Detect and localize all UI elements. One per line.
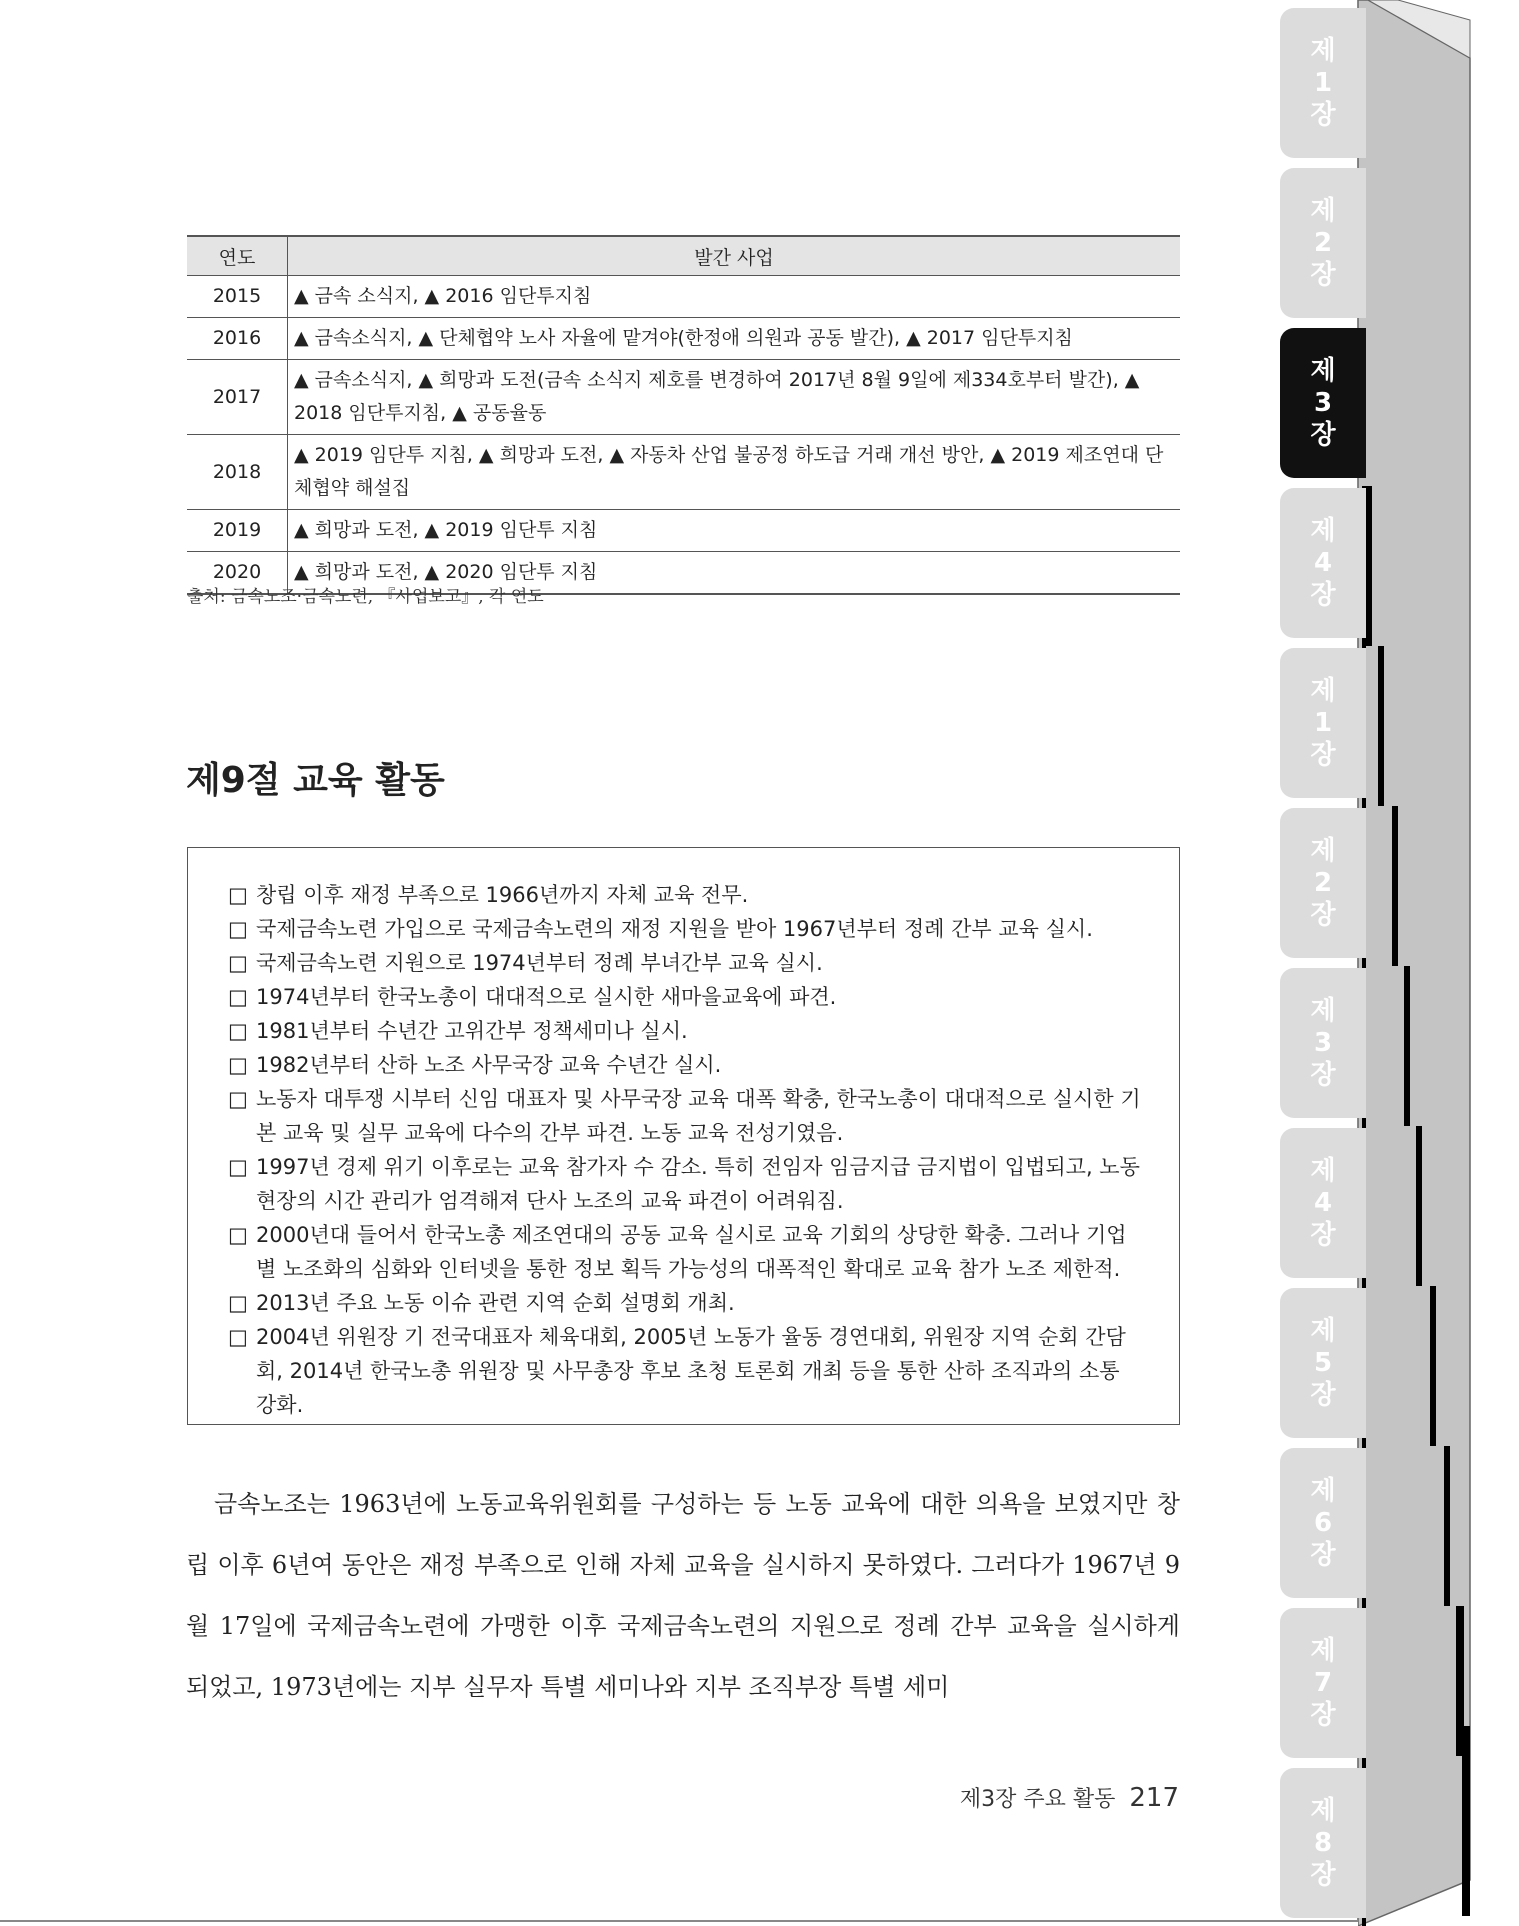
chapter-tab-label: 제 — [1310, 1796, 1336, 1826]
chapter-tab-label: 제 — [1310, 36, 1336, 66]
chapter-tab[interactable] — [1280, 488, 1366, 638]
chapter-tab-label: 1 — [1313, 708, 1333, 738]
publication-table — [187, 235, 1180, 595]
content-cell: ▲ 희망과 도전, ▲ 2020 임단투 지침 — [288, 552, 1181, 595]
chapter-tab-label: 제 — [1310, 516, 1336, 546]
chapter-tab-label: 4 — [1313, 548, 1333, 578]
chapter-tab-label: 제 — [1310, 996, 1336, 1026]
summary-item: □ 2000년대 들어서 한국노총 제조연대의 공동 교육 실시로 교육 기회의 상당한 확충. 그러나 기업별 노조화의 심화와 인터넷을 통한 정보 획득 가능성의 대폭적인 확대로 교육 참가 노조 제한적. — [228, 1218, 1141, 1286]
table-row — [187, 318, 1180, 360]
content-cell: ▲ 금속소식지, ▲ 단체협약 노사 자율에 맡겨야(한정애 의원과 공동 발간), ▲ 2017 임단투지침 — [288, 318, 1181, 360]
chapter-tab[interactable] — [1280, 1768, 1366, 1918]
chapter-tab-label: 장 — [1310, 580, 1336, 610]
summary-item: □ 2004년 위원장 기 전국대표자 체육대회, 2005년 노동가 율동 경연대회, 위원장 지역 순회 간담회, 2014년 한국노총 위원장 및 사무총장 후보 초청 토론회 개최 등을 통한 산하 조직과의 소통 강화. — [228, 1320, 1141, 1422]
content-cell: ▲ 금속 소식지, ▲ 2016 임단투지침 — [288, 276, 1181, 318]
book-edge — [1358, 0, 1519, 1926]
table-row — [187, 276, 1180, 318]
year-cell: 2018 — [187, 435, 288, 510]
year-cell: 2020 — [187, 552, 288, 595]
summary-item: □ 1981년부터 수년간 고위간부 정책세미나 실시. — [228, 1014, 1141, 1048]
chapter-tab[interactable] — [1280, 168, 1366, 318]
chapter-tab[interactable] — [1280, 808, 1366, 958]
chapter-tab[interactable] — [1280, 1288, 1366, 1438]
chapter-tab[interactable] — [1280, 1448, 1366, 1598]
chapter-tab-label: 3 — [1313, 1028, 1333, 1058]
chapter-tab-label: 2 — [1313, 228, 1333, 258]
chapter-tab-label: 장 — [1310, 260, 1336, 290]
chapter-tab-label: 제 — [1310, 836, 1336, 866]
chapter-tab-label: 제 — [1310, 356, 1336, 386]
chapter-tab-label: 장 — [1310, 1220, 1336, 1250]
summary-item: □ 국제금속노련 가입으로 국제금속노련의 재정 지원을 받아 1967년부터 정례 간부 교육 실시. — [228, 912, 1141, 946]
chapter-tab-label: 제 — [1310, 1316, 1336, 1346]
chapter-tab-label: 7 — [1313, 1668, 1333, 1698]
chapter-tab-label: 장 — [1310, 1700, 1336, 1730]
chapter-tab-label: 제 — [1310, 1476, 1336, 1506]
summary-item: □ 1974년부터 한국노총이 대대적으로 실시한 새마을교육에 파견. — [228, 980, 1141, 1014]
chapter-tab-label: 3 — [1313, 388, 1333, 418]
chapter-tab-label: 장 — [1310, 420, 1336, 450]
summary-item: □ 1997년 경제 위기 이후로는 교육 참가자 수 감소. 특히 전임자 임금지급 금지법이 입법되고, 노동 현장의 시간 관리가 엄격해져 단사 노조의 교육 파견이 어려워짐. — [228, 1150, 1141, 1218]
chapter-tab-label: 2 — [1313, 868, 1333, 898]
chapter-tab-label: 장 — [1310, 1380, 1336, 1410]
chapter-tab[interactable] — [1280, 1128, 1366, 1278]
chapter-tab[interactable] — [1280, 328, 1366, 478]
page-footer — [960, 1782, 1179, 1813]
content-cell: ▲ 금속소식지, ▲ 희망과 도전(금속 소식지 제호를 변경하여 2017년 8월 9일에 제334호부터 발간), ▲ 2018 임단투지침, ▲ 공동율동 — [288, 360, 1181, 435]
page-number: 217 — [1129, 1783, 1179, 1813]
summary-item: □ 창립 이후 재정 부족으로 1966년까지 자체 교육 전무. — [228, 878, 1141, 912]
chapter-tab[interactable] — [1280, 968, 1366, 1118]
body-paragraph: 금속노조는 1963년에 노동교육위원회를 구성하는 등 노동 교육에 대한 의욕을 보였지만 창립 이후 6년여 동안은 재정 부족으로 인해 자체 교육을 실시하지 못하였다. 그러다가 1967년 9월 17일에 국제금속노련에 가맹한 이후 국제금속노련의 지원으로 정례 간부 교육을 실시하게 되었고, 1973년에는 지부 실무자 특별 세미나와 지부 조직부장 특별 세미 — [186, 1490, 1180, 1701]
year-cell: 2016 — [187, 318, 288, 360]
summary-box — [187, 847, 1180, 1425]
column-header-year: 연도 — [187, 236, 288, 276]
chapter-tab-label: 8 — [1313, 1828, 1333, 1858]
footer-chapter-title: 제3장 주요 활동 — [959, 1787, 1116, 1812]
chapter-tab-label: 장 — [1310, 900, 1336, 930]
chapter-tab-label: 6 — [1313, 1508, 1333, 1538]
chapter-tab-label: 장 — [1310, 1860, 1336, 1890]
chapter-tab[interactable] — [1280, 8, 1366, 158]
chapter-tab[interactable] — [1280, 648, 1366, 798]
content-cell: ▲ 희망과 도전, ▲ 2019 임단투 지침 — [288, 510, 1181, 552]
summary-item: □ 노동자 대투쟁 시부터 신임 대표자 및 사무국장 교육 대폭 확충, 한국노총이 대대적으로 실시한 기본 교육 및 실무 교육에 다수의 간부 파견. 노동 교육 전성기였음. — [228, 1082, 1141, 1150]
content-cell: ▲ 2019 임단투 지침, ▲ 희망과 도전, ▲ 자동차 산업 불공정 하도급 거래 개선 방안, ▲ 2019 제조연대 단체협약 해설집 — [288, 435, 1181, 510]
chapter-tab-label: 장 — [1310, 1540, 1336, 1570]
chapter-tab-label: 장 — [1310, 100, 1336, 130]
chapter-tab-label: 5 — [1313, 1348, 1333, 1378]
chapter-tab-label: 장 — [1310, 740, 1336, 770]
table-row — [187, 435, 1180, 510]
table-header-row — [187, 236, 1180, 276]
year-cell: 2017 — [187, 360, 288, 435]
chapter-tab-label: 제 — [1310, 196, 1336, 226]
table-row — [187, 360, 1180, 435]
table-row — [187, 510, 1180, 552]
summary-item: □ 국제금속노련 지원으로 1974년부터 정례 부녀간부 교육 실시. — [228, 946, 1141, 980]
column-header-content: 발간 사업 — [288, 236, 1181, 276]
summary-item: □ 1982년부터 산하 노조 사무국장 교육 수년간 실시. — [228, 1048, 1141, 1082]
chapter-tab-label: 제 — [1310, 1636, 1336, 1666]
summary-item: □ 2013년 주요 노동 이슈 관련 지역 순회 설명회 개최. — [228, 1286, 1141, 1320]
source-note: 출처: 금속노조·금속노련, 『사업보고』, 각 연도 — [187, 587, 544, 607]
section-title: 제9절 교육 활동 — [186, 760, 445, 801]
chapter-tab-label: 제 — [1310, 676, 1336, 706]
chapter-tab[interactable] — [1280, 1608, 1366, 1758]
chapter-tab-label: 1 — [1313, 68, 1333, 98]
chapter-tab-label: 제 — [1310, 1156, 1336, 1186]
chapter-tab-label: 장 — [1310, 1060, 1336, 1090]
year-cell: 2015 — [187, 276, 288, 318]
year-cell: 2019 — [187, 510, 288, 552]
chapter-tab-label: 4 — [1313, 1188, 1333, 1218]
